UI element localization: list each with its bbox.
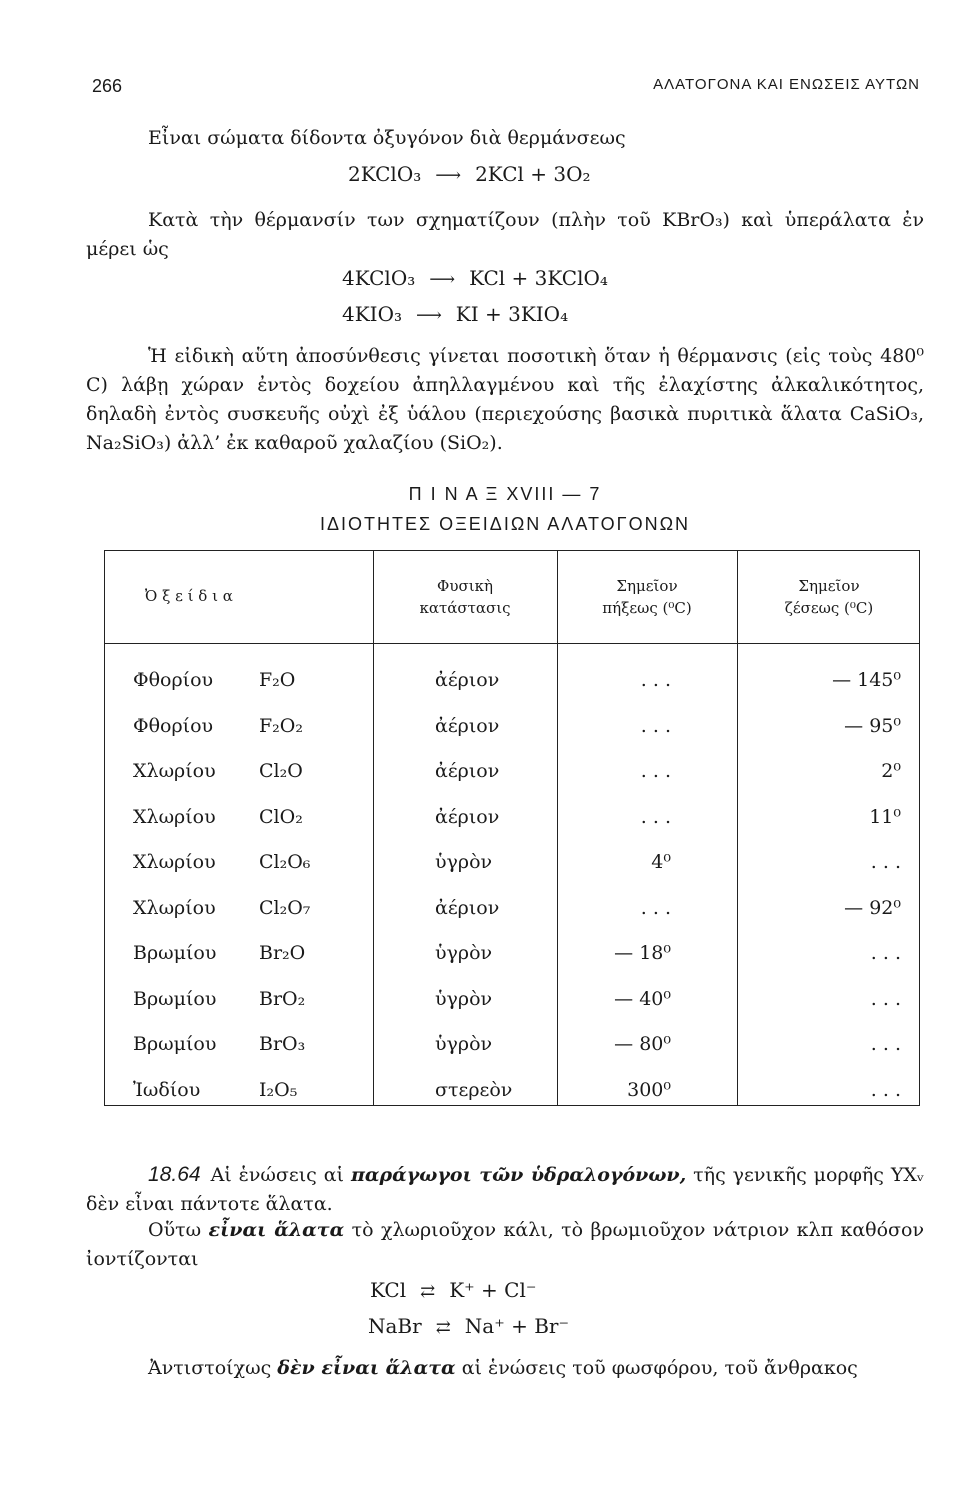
table-row — [105, 942, 919, 986]
equation-3 — [342, 302, 568, 326]
page-number: 266 — [92, 76, 123, 96]
header-melt-line2: πήξεως (⁰C) — [602, 599, 692, 617]
emphasis: δὲν εἶναι ἅλατα — [277, 1357, 456, 1379]
oxide-name: Ἰωδίου — [133, 1078, 201, 1101]
text-run: Αἱ ἑνώσεις αἱ — [210, 1164, 345, 1186]
boiling-point: 11⁰ — [869, 805, 901, 828]
text-run: αἱ ἑνώσεις τοῦ φωσφόρου, τοῦ ἄνθρακος — [461, 1357, 858, 1379]
intro-line: Εἶναι σώματα δίδοντα ὀξυγόνον διὰ θερμάνσεως — [148, 127, 626, 149]
header-state-line1: Φυσικὴ — [437, 577, 493, 595]
boiling-point: . . . — [870, 942, 901, 964]
equation-rhs: KCl + 3KClO₄ — [469, 266, 608, 290]
equation-4 — [370, 1278, 536, 1302]
equation-5 — [368, 1314, 569, 1338]
table-row — [105, 988, 919, 1032]
oxide-formula: Br₂O — [259, 942, 306, 964]
table-row — [105, 806, 919, 850]
equation-lhs: KCl — [370, 1278, 407, 1302]
oxides-table — [104, 550, 920, 1106]
table-row — [105, 669, 919, 713]
oxide-formula: F₂O — [259, 669, 296, 691]
oxide-formula: F₂O₂ — [259, 714, 303, 737]
physical-state: ἀέριον — [435, 805, 500, 828]
table-number: Π Ι Ν Α Ξ XVIII — 7 — [408, 484, 602, 504]
physical-state: ἀέριον — [435, 760, 500, 782]
melting-point: . . . — [640, 760, 671, 782]
emphasis: παράγωγοι τῶν ὑδραλογόνων, — [350, 1164, 687, 1186]
section-number: 18.64 — [148, 1163, 201, 1186]
physical-state: ὑγρὸν — [435, 942, 493, 964]
oxide-name: Φθορίου — [133, 669, 214, 691]
oxide-name: Φθορίου — [133, 714, 214, 737]
melting-point: 4⁰ — [651, 851, 671, 873]
paragraph-heating: Κατὰ τὴν θέρμανσίν των σχηματίζουν (πλὴν τοῦ KBrO₃) καὶ ὑπεράλατα ἐν μέρει ὡς — [86, 209, 924, 260]
equation-rhs: K⁺ + Cl⁻ — [449, 1278, 537, 1302]
oxide-name: Βρωμίου — [133, 1033, 217, 1055]
boiling-point: — 92⁰ — [844, 896, 901, 919]
boiling-point: — 95⁰ — [844, 714, 901, 737]
melting-point: . . . — [640, 896, 671, 919]
emphasis: εἶναι ἅλατα — [208, 1219, 345, 1241]
physical-state: ἀέριον — [435, 896, 500, 919]
header-state-line2: κατάστασις — [419, 599, 511, 617]
melting-point: — 40⁰ — [614, 987, 671, 1010]
header-boiling-point — [737, 575, 921, 619]
melting-point: 300⁰ — [627, 1078, 671, 1101]
equation-lhs: NaBr — [368, 1314, 422, 1338]
boiling-point: — 145⁰ — [832, 669, 901, 691]
oxide-name: Χλωρίου — [133, 851, 216, 873]
equation-rhs: Na⁺ + Br⁻ — [464, 1314, 570, 1338]
boiling-point: . . . — [870, 1033, 901, 1055]
reaction-arrow-icon: ⟶ — [415, 305, 442, 326]
equilibrium-arrow-icon: ⇄ — [435, 1317, 451, 1338]
header-oxides: Ὀ ξ ε ί δ ι α — [145, 587, 233, 605]
paragraph-decomposition: Ἡ εἰδικὴ αὕτη ἀποσύνθεσις γίνεται ποσοτικὴ ὅταν ἡ θέρμανσις (εἰς τοὺς 480⁰ C) λάβῃ χώραν ἐντὸς δοχείου ἀπηλλαγμένου καὶ τῆς ἐλαχίστης ἀλκαλικότητος, δηλαδὴ ἐντὸς συσκευῆς οὐχὶ ἐξ ὑάλου (περιεχούσης βασικὰ πυριτικὰ ἅλατα CaSiO₃, Na₂SiO₃) ἀλλ’ ἐκ καθαροῦ χαλαζίου (SiO₂). — [86, 345, 924, 454]
reaction-arrow-icon: ⟶ — [429, 269, 456, 290]
oxide-name: Βρωμίου — [133, 987, 217, 1010]
header-state — [373, 575, 557, 619]
physical-state: ὑγρὸν — [435, 1033, 493, 1055]
equation-rhs: KI + 3KIO₄ — [455, 302, 569, 326]
melting-point: — 18⁰ — [614, 942, 671, 964]
physical-state: ὑγρὸν — [435, 987, 493, 1010]
header-boil-line2: ζέσεως (⁰C) — [784, 599, 874, 617]
table-row — [105, 715, 919, 759]
melting-point: . . . — [640, 805, 671, 828]
boiling-point: . . . — [870, 1078, 901, 1101]
oxide-formula: Cl₂O₇ — [259, 896, 311, 919]
equation-lhs: 4KClO₃ — [342, 266, 416, 290]
equation-lhs: 2KClO₃ — [348, 162, 422, 186]
table-row — [105, 897, 919, 941]
equilibrium-arrow-icon: ⇄ — [420, 1281, 436, 1302]
reaction-arrow-icon: ⟶ — [435, 165, 462, 186]
physical-state: στερεὸν — [435, 1078, 513, 1101]
physical-state: ἀέριον — [435, 714, 500, 737]
oxide-formula: I₂O₅ — [259, 1078, 298, 1101]
header-melting-point — [557, 575, 737, 619]
oxide-name: Βρωμίου — [133, 942, 217, 964]
melting-point: — 80⁰ — [614, 1033, 671, 1055]
oxide-formula: BrO₂ — [259, 987, 306, 1010]
running-title: ΑΛΑΤΟΓΟΝΑ ΚΑΙ ΕΝΩΣΕΙΣ ΑΥΤΩΝ — [653, 76, 920, 93]
table-row — [105, 760, 919, 804]
header-divider — [105, 643, 919, 644]
table-title: ΙΔΙΟΤΗΤΕΣ ΟΞΕΙΔΙΩΝ ΑΛΑΤΟΓΟΝΩΝ — [319, 514, 691, 534]
section-paragraph-2 — [86, 1216, 924, 1274]
equation-2 — [342, 266, 608, 290]
table-row — [105, 1079, 919, 1123]
header-melt-line1: Σημεῖον — [616, 577, 678, 595]
melting-point: . . . — [640, 714, 671, 737]
equation-lhs: 4KIO₃ — [342, 302, 402, 326]
text-run: τῆς γενικῆς μορφῆς YXᵥ δὲν εἶναι πάντοτε ἅλατα. — [86, 1164, 925, 1215]
equation-rhs: 2KCl + 3O₂ — [475, 162, 591, 186]
oxide-formula: ClO₂ — [259, 805, 303, 828]
section-paragraph-3 — [86, 1354, 924, 1383]
section-paragraph-1 — [86, 1160, 924, 1219]
physical-state: ἀέριον — [435, 669, 500, 691]
oxide-formula: BrO₃ — [259, 1033, 306, 1055]
text-run: τὸ χλωριοῦχον κάλι, τὸ βρωμιοῦχον νάτριον κλπ καθόσον ἰοντίζονται — [86, 1219, 924, 1270]
header-boil-line1: Σημεῖον — [798, 577, 860, 595]
physical-state: ὑγρὸν — [435, 851, 493, 873]
oxide-name: Χλωρίου — [133, 805, 216, 828]
table-row — [105, 851, 919, 895]
melting-point: . . . — [640, 669, 671, 691]
oxide-formula: Cl₂O — [259, 760, 303, 782]
table-row — [105, 1033, 919, 1077]
oxide-formula: Cl₂O₆ — [259, 851, 311, 873]
text-run: Ἀντιστοίχως — [148, 1357, 272, 1379]
text-run: Οὕτω — [148, 1219, 202, 1241]
boiling-point: . . . — [870, 987, 901, 1010]
oxide-name: Χλωρίου — [133, 896, 216, 919]
equation-1 — [348, 162, 591, 186]
boiling-point: . . . — [870, 851, 901, 873]
boiling-point: 2⁰ — [881, 760, 901, 782]
oxide-name: Χλωρίου — [133, 760, 216, 782]
